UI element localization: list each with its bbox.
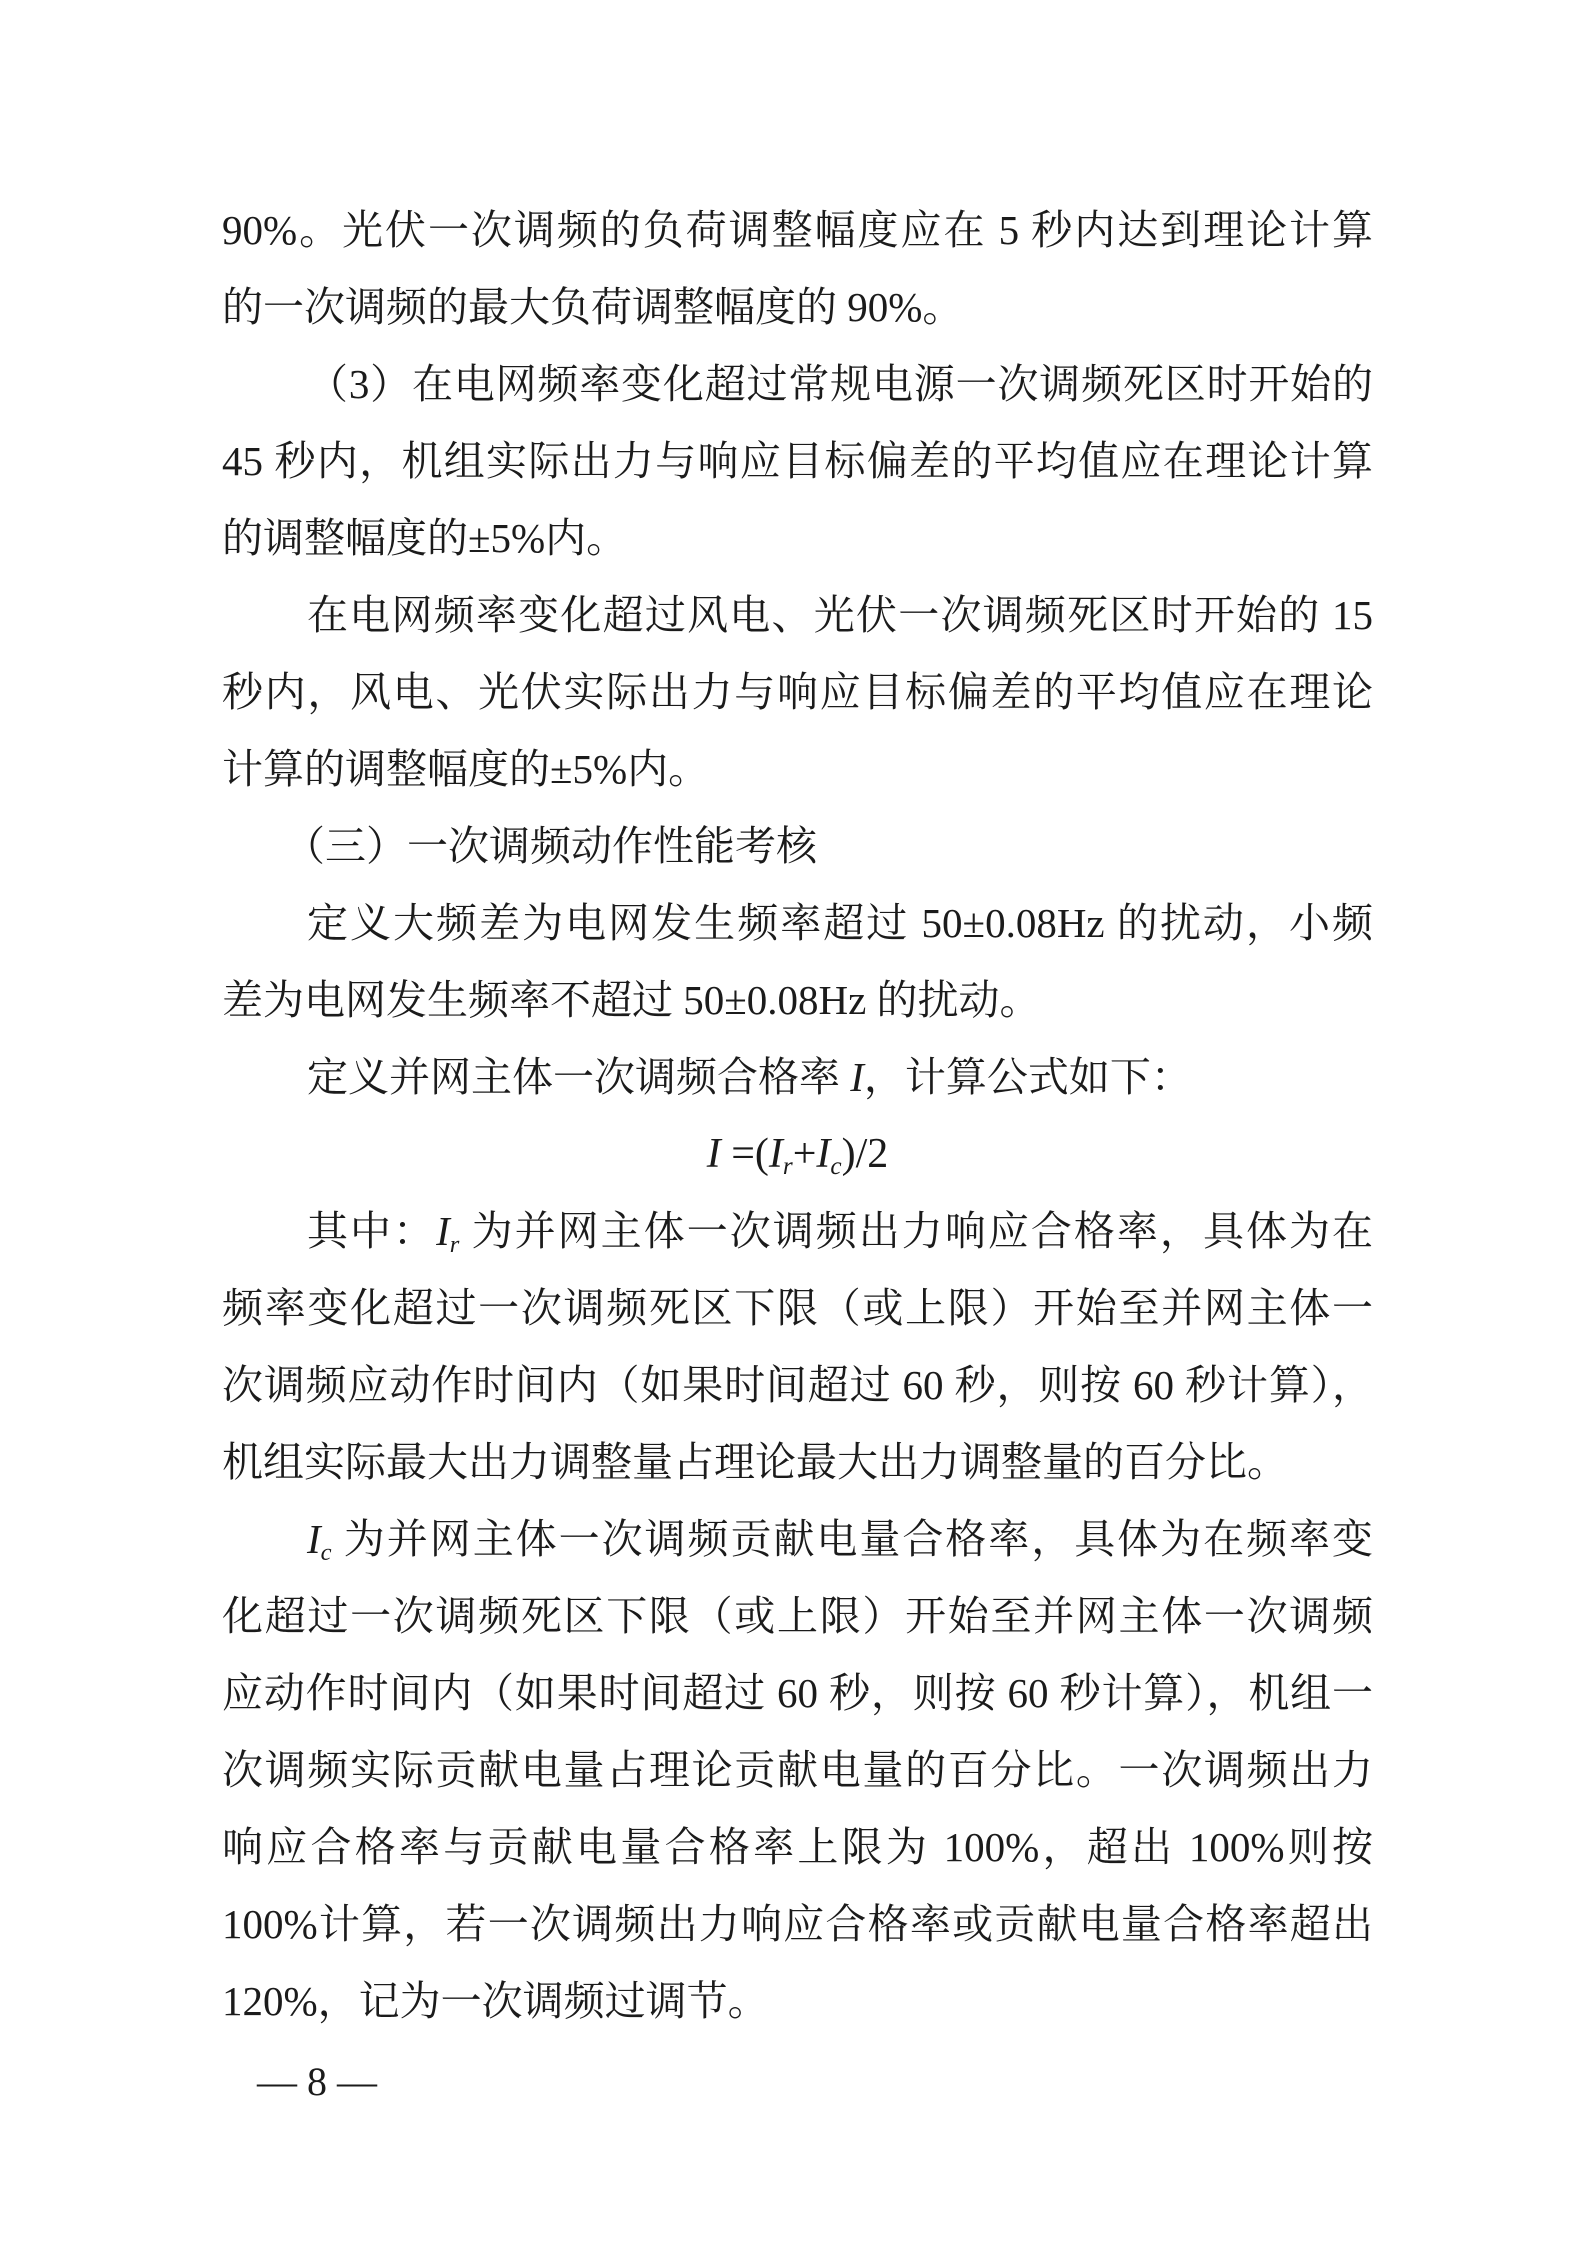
para-7-line-4: 次调频实际贡献电量占理论贡献电量的百分比。一次调频出力 (222, 1747, 1373, 1793)
para-7-line-6: 100%计算，若一次调频出力响应合格率或贡献电量合格率超出 (222, 1901, 1373, 1947)
section-heading: （三）一次调频动作性能考核 (284, 823, 817, 869)
formula-term-1: I (768, 1131, 783, 1177)
para-6-line-2: 频率变化超过一次调频死区下限（或上限）开始至并网主体一 (222, 1285, 1373, 1331)
formula-plus: + (792, 1131, 817, 1177)
body-text (222, 192, 1373, 2040)
formula-term-2-subscript: c (830, 1153, 842, 1181)
para-7-line-3: 应动作时间内（如果时间超过 60 秒，则按 60 秒计算），机组一 (222, 1670, 1373, 1716)
formula (222, 1116, 1373, 1193)
para-3-line-1: 在电网频率变化超过风电、光伏一次调频死区时开始的 15 (307, 592, 1373, 638)
para-6-text-after: 为并网主体一次调频出力响应合格率，具体为在 (459, 1208, 1374, 1254)
para-1-line-1: 90%。光伏一次调频的负荷调整幅度应在 5 秒内达到理论计算 (222, 207, 1373, 253)
formula-tail: )/2 (841, 1131, 889, 1177)
formula-lhs: I (706, 1131, 721, 1177)
para-7-variable-i: I (307, 1516, 321, 1562)
para-6-variable-subscript: r (449, 1230, 460, 1258)
page-number: — 8 — (257, 2059, 377, 2104)
para-7-variable-subscript: c (320, 1538, 332, 1566)
para-2-line-1: （3）在电网频率变化超过常规电源一次调频死区时开始的 (307, 361, 1373, 407)
para-5-text-after: ，计算公式如下： (863, 1054, 1192, 1100)
para-5-line-1 (222, 1039, 1373, 1116)
para-4-line-1: 定义大频差为电网发生频率超过 50±0.08Hz 的扰动，小频 (307, 900, 1373, 946)
formula-term-2: I (816, 1131, 831, 1177)
para-3-line-2: 秒内，风电、光伏实际出力与响应目标偏差的平均值应在理论 (222, 669, 1373, 715)
para-4-line-2: 差为电网发生频率不超过 50±0.08Hz 的扰动。 (222, 977, 1041, 1023)
para-2-line-2: 45 秒内，机组实际出力与响应目标偏差的平均值应在理论计算 (222, 438, 1373, 484)
formula-equals: =( (720, 1131, 769, 1177)
formula-term-1-subscript: r (782, 1153, 793, 1181)
para-6-text-before: 其中： (307, 1208, 437, 1254)
para-7-line-2: 化超过一次调频死区下限（或上限）开始至并网主体一次调频 (222, 1593, 1373, 1639)
para-6-line-1 (222, 1193, 1373, 1270)
para-6-line-4: 机组实际最大出力调整量占理论最大出力调整量的百分比。 (222, 1439, 1288, 1485)
para-7-line-1 (222, 1501, 1373, 1578)
para-3-line-3: 计算的调整幅度的±5%内。 (222, 746, 710, 792)
para-7-line-5: 响应合格率与贡献电量合格率上限为 100%，超出 100%则按 (222, 1824, 1373, 1870)
para-5-variable-i: I (850, 1054, 864, 1100)
para-6-line-3: 次调频应动作时间内（如果时间超过 60 秒，则按 60 秒计算）， (222, 1362, 1373, 1408)
para-1-line-2: 的一次调频的最大负荷调整幅度的 90%。 (222, 284, 964, 330)
para-7-line-7: 120%，记为一次调频过调节。 (222, 1978, 769, 2024)
para-2-line-3: 的调整幅度的±5%内。 (222, 515, 628, 561)
para-6-variable-i: I (436, 1208, 450, 1254)
para-5-text-before: 定义并网主体一次调频合格率 (307, 1054, 851, 1100)
para-7-text-after: 为并网主体一次调频贡献电量合格率，具体为在频率变 (331, 1516, 1373, 1562)
